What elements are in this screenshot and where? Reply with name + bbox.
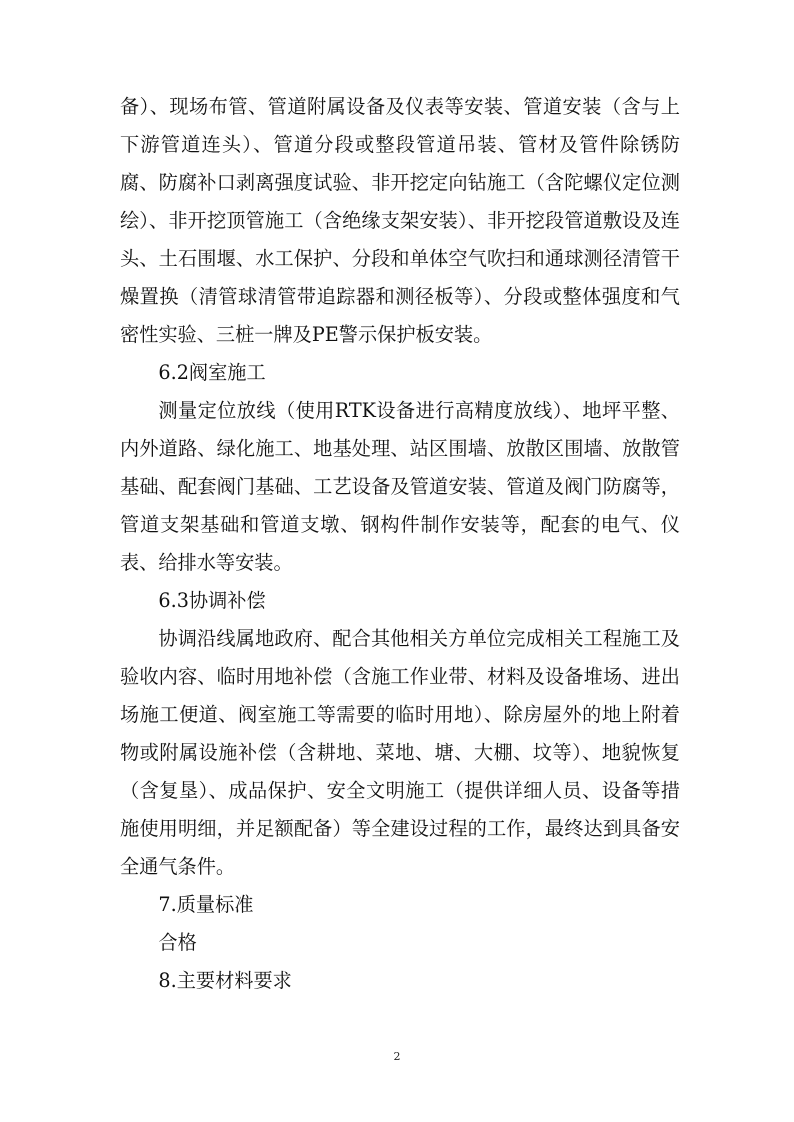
paragraph-coordination-compensation: 协调沿线属地政府、配合其他相关方单位完成相关工程施工及验收内容、临时用地补偿（含施工作业带、材料及设备堆场、进出场施工便道、阀室施工等需要的临时用地）、除房屋外的地上附着物或附属设施补偿（含耕地、菜地、塘、大棚、坟等）、地貌恢复（含复垦）、成品保护、安全文明施工（提供详细人员、设备等措施使用明细，并足额配备）等全建设过程的工作，最终达到具备安全通气条件。 (120, 627, 680, 878)
section-heading-6-2: 6.2阀室施工 (158, 361, 266, 384)
quality-standard-value: 合格 (158, 931, 197, 954)
section-heading-8: 8.主要材料要求 (158, 969, 292, 992)
section-heading-7: 7.质量标准 (158, 893, 254, 916)
paragraph-pipeline-scope: 备）、现场布管、管道附属设备及仪表等安装、管道安装（含与上下游管道连头）、管道分段或整段管道吊装、管材及管件除锈防腐、防腐补口剥离强度试验、非开挖定向钻施工（含陀螺仪定位测绘）、非开挖顶管施工（含绝缘支架安装）、非开挖段管道敷设及连头、土石围堰、水工保护、分段和单体空气吹扫和通球测径清管干燥置换（清管球清管带追踪器和测径板等）、分段或整体强度和气密性实验、三桩一牌及PE警示保护板安装。 (120, 95, 680, 346)
page-number: 2 (393, 1050, 401, 1063)
paragraph-valve-room: 测量定位放线（使用RTK设备进行高精度放线）、地坪平整、内外道路、绿化施工、地基处理、站区围墙、放散区围墙、放散管基础、配套阀门基础、工艺设备及管道安装、管道及阀门防腐等，管道支架基础和管道支墩、钢构件制作安装等，配套的电气、仪表、给排水等安装。 (120, 399, 680, 574)
document-page (120, 88, 680, 1000)
section-heading-6-3: 6.3协调补偿 (158, 589, 266, 612)
